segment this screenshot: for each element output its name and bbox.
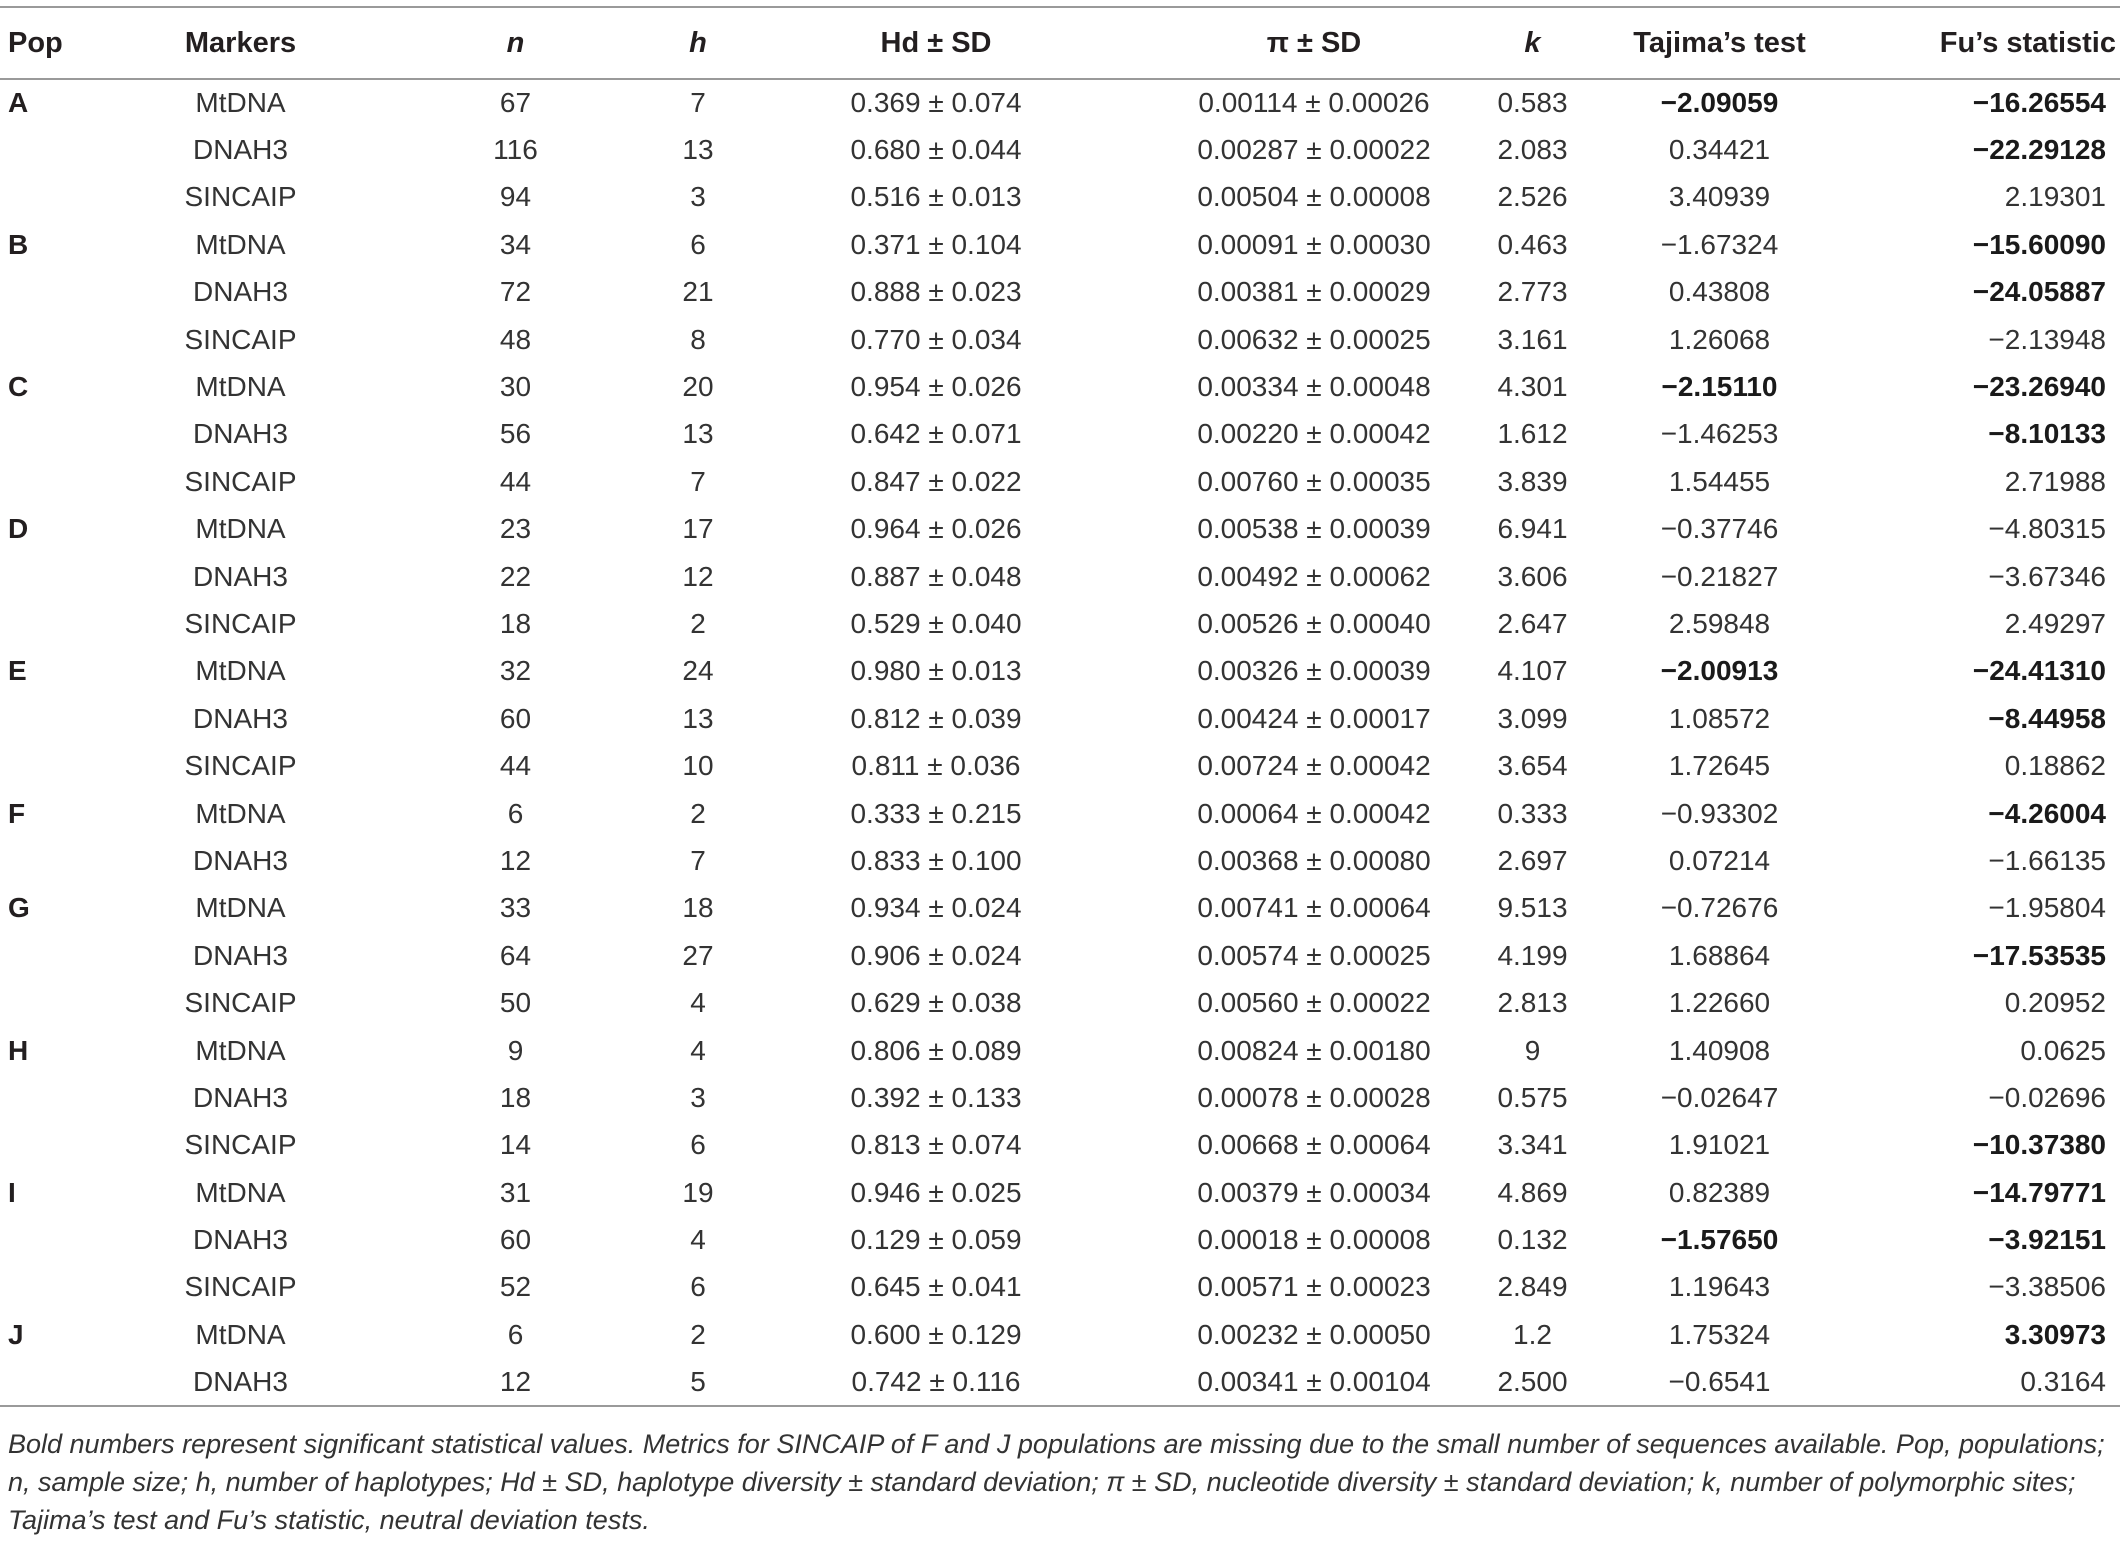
cell-marker: MtDNA [195,228,286,260]
cell-marker: DNAH3 [193,560,288,592]
cell-tajima: −1.46253 [1660,418,1779,450]
cell-fu: −3.38506 [1988,1271,2106,1303]
cell-hd: 0.813 ± 0.074 [850,1129,1022,1161]
cell-fu: −23.26940 [1972,371,2106,403]
cell-h: 8 [690,323,706,355]
cell-pi: 0.00560 ± 0.00022 [1197,987,1431,1019]
cell-pi: 0.00760 ± 0.00035 [1197,465,1431,497]
cell-h: 19 [682,1176,714,1208]
cell-fu: −24.41310 [1972,655,2106,687]
cell-hd: 0.369 ± 0.074 [850,87,1022,119]
cell-marker: MtDNA [195,371,286,403]
table-row [0,600,2120,647]
cell-tajima: −2.09059 [1660,87,1779,119]
cell-pi: 0.00526 ± 0.00040 [1197,607,1431,639]
cell-k: 2.647 [1497,607,1568,639]
cell-k: 3.839 [1497,465,1568,497]
cell-hd: 0.629 ± 0.038 [850,987,1022,1019]
cell-hd: 0.742 ± 0.116 [728,1359,1144,1406]
cell-h: 24 [682,655,714,687]
cell-marker: DNAH3 [193,702,288,734]
cell-n: 44 [499,750,532,782]
cell-k: 3.341 [1497,1129,1568,1161]
cell-tajima: −1.67324 [1660,228,1779,260]
cell-n: 18 [499,1081,532,1113]
cell-n: 32 [499,655,532,687]
cell-pop [0,316,118,363]
cell-pi: 0.00114 ± 0.00026 [1198,87,1430,119]
cell-fu: 0.3164 [1858,1359,2120,1406]
cell-marker: DNAH3 [193,276,288,308]
cell-pi: 0.00381 ± 0.00029 [1197,276,1431,308]
cell-pop: J [8,1318,24,1350]
cell-hd: 0.806 ± 0.089 [850,1034,1022,1066]
cell-tajima: 1.08572 [1668,702,1771,734]
cell-hd: 0.954 ± 0.026 [850,371,1022,403]
cell-pi: 0.00287 ± 0.00022 [1197,134,1431,166]
cell-pi: 0.00741 ± 0.00064 [1197,892,1431,924]
cell-pop [0,411,118,458]
table-row [0,1216,2120,1263]
cell-pop [0,1359,118,1406]
cell-hd: 0.770 ± 0.034 [850,323,1022,355]
cell-k: 1.612 [1497,418,1568,450]
cell-marker: MtDNA [195,655,286,687]
cell-pop [0,1216,118,1263]
cell-k: 4.199 [1497,939,1568,971]
cell-k: 2.083 [1497,134,1568,166]
cell-marker: MtDNA [195,892,286,924]
cell-tajima: 1.68864 [1668,939,1771,971]
cell-tajima: 0.43808 [1668,276,1771,308]
cell-h: 2 [690,797,706,829]
table-row [0,742,2120,789]
cell-n: 33 [499,892,532,924]
cell-pop [0,742,118,789]
cell-h: 18 [682,892,714,924]
cell-pop [0,174,118,221]
cell-hd: 0.888 ± 0.023 [850,276,1022,308]
cell-pi: 0.00504 ± 0.00008 [1197,181,1431,213]
cell-n: 94 [499,181,532,213]
cell-tajima: −0.21827 [1660,560,1779,592]
cell-tajima: −2.15110 [1661,371,1778,403]
cell-h: 2 [690,607,706,639]
cell-tajima: 0.34421 [1668,134,1771,166]
table-row [0,458,2120,505]
cell-k: 0.463 [1497,228,1568,260]
cell-fu: −17.53535 [1972,939,2106,971]
cell-pi: 0.00632 ± 0.00025 [1197,323,1431,355]
cell-pop [0,932,118,979]
cell-hd: 0.980 ± 0.013 [850,655,1022,687]
cell-tajima: 1.22660 [1668,987,1771,1019]
cell-k: 9 [1524,1034,1541,1066]
cell-n: 12 [499,844,532,876]
cell-fu: −10.37380 [1972,1129,2106,1161]
cell-marker: SINCAIP [184,750,297,782]
cell-k: 3.099 [1497,702,1568,734]
cell-tajima: 1.40908 [1668,1034,1771,1066]
cell-n: 23 [499,513,532,545]
cell-fu: −16.26554 [1972,87,2106,119]
cell-hd: 0.333 ± 0.215 [850,797,1022,829]
cell-h: 27 [682,939,714,971]
cell-hd: 0.811 ± 0.036 [851,750,1021,782]
cell-k: 0.583 [1497,87,1568,119]
cell-pi: 0.00724 ± 0.00042 [1197,750,1431,782]
cell-k: 3.161 [1497,323,1568,355]
cell-tajima: 2.59848 [1668,607,1771,639]
cell-pi: 0.00824 ± 0.00180 [1197,1034,1431,1066]
cell-tajima: −0.02647 [1660,1081,1779,1113]
cell-h: 4 [690,1224,706,1256]
cell-fu: −24.05887 [1972,276,2106,308]
cell-pi: 0.00574 ± 0.00025 [1197,939,1431,971]
cell-hd: 0.812 ± 0.039 [850,702,1022,734]
cell-fu: −4.26004 [1988,797,2106,829]
table-footnote: Bold numbers represent significant statistical values. Metrics for SINCAIP of F and J populations are missing due to the small number of sequences available. Pop, populations; n, sample size; h, number of haplotypes; Hd ± SD, haplotype diversity ± standard deviation; π ± SD, nucleotide diversity ± standard deviation; k, number of polymorphic sites; Tajima’s test and Fu’s statistic, neutral deviation tests. [8,1429,2105,1535]
header-h: h [668,7,728,79]
cell-hd: 0.964 ± 0.026 [850,513,1022,545]
cell-fu: −1.95804 [1988,892,2106,924]
cell-hd: 0.680 ± 0.044 [850,134,1022,166]
cell-k: 3.606 [1497,560,1568,592]
table-row [0,316,2120,363]
table-row [0,553,2120,600]
table-row [0,695,2120,742]
cell-n: 67 [499,87,532,119]
cell-n: 30 [499,371,532,403]
cell-pop [0,269,118,316]
cell-marker: SINCAIP [184,465,297,497]
cell-marker: MtDNA [195,1034,286,1066]
cell-marker: MtDNA [195,797,286,829]
cell-k: 4.107 [1497,655,1568,687]
cell-pop [0,979,118,1026]
cell-pi: 0.00334 ± 0.00048 [1197,371,1431,403]
cell-h: 6 [690,1271,706,1303]
cell-fu: 0.20952 [2004,987,2106,1019]
cell-hd: 0.847 ± 0.022 [850,465,1022,497]
header-k: k [1484,7,1581,79]
table-row [0,363,2120,410]
cell-tajima: 0.82389 [1668,1176,1771,1208]
cell-pop: B [8,228,29,260]
table-row [0,1311,2120,1358]
cell-marker: DNAH3 [193,939,288,971]
cell-n: 64 [499,939,532,971]
header-pi: π ± SD [1144,7,1484,79]
cell-fu: 2.49297 [2004,607,2106,639]
cell-h: 12 [682,560,714,592]
cell-pop: A [8,87,29,119]
table-row [0,1169,2120,1216]
cell-k: 2.526 [1497,181,1568,213]
cell-n: 6 [507,797,524,829]
cell-hd: 0.129 ± 0.059 [850,1224,1022,1256]
cell-n: 60 [499,1224,532,1256]
cell-pi: 0.00424 ± 0.00017 [1197,702,1431,734]
cell-k: 9.513 [1497,892,1568,924]
cell-pop [0,553,118,600]
cell-tajima: 1.75324 [1668,1318,1771,1350]
cell-marker: DNAH3 [193,418,288,450]
cell-n: 48 [499,323,532,355]
cell-pi: 0.00668 ± 0.00064 [1197,1129,1431,1161]
cell-tajima: −2.00913 [1660,655,1779,687]
cell-hd: 0.600 ± 0.129 [850,1318,1022,1350]
cell-hd: 0.642 ± 0.071 [850,418,1022,450]
cell-marker: MtDNA [195,1176,286,1208]
cell-hd: 0.946 ± 0.025 [850,1176,1022,1208]
cell-h: 3 [690,1081,706,1113]
cell-pop [0,126,118,173]
cell-pi: 0.00538 ± 0.00039 [1197,513,1431,545]
cell-h: 2 [690,1318,706,1350]
cell-n: 116 [493,134,538,166]
cell-fu: 2.19301 [2004,181,2106,213]
table-row [0,837,2120,884]
cell-tajima: 1.26068 [1668,323,1771,355]
cell-k: 2.773 [1497,276,1568,308]
cell-hd: 0.516 ± 0.013 [850,181,1022,213]
cell-pop: D [8,513,29,545]
cell-n: 9 [507,1034,524,1066]
cell-n: 34 [499,228,532,260]
cell-tajima: 1.54455 [1668,465,1771,497]
header-hd: Hd ± SD [728,7,1144,79]
cell-marker: MtDNA [195,513,286,545]
cell-fu: 3.30973 [2004,1318,2106,1350]
cell-h: 3 [690,181,706,213]
cell-tajima: 1.72645 [1668,750,1771,782]
cell-k: 2.500 [1484,1359,1581,1406]
cell-fu: −0.02696 [1988,1081,2106,1113]
cell-marker: SINCAIP [184,987,297,1019]
cell-h: 13 [682,134,714,166]
cell-pop: G [8,892,30,924]
cell-tajima: −0.93302 [1660,797,1779,829]
cell-h: 20 [682,371,714,403]
cell-hd: 0.392 ± 0.133 [850,1081,1022,1113]
cell-pop [0,1264,118,1311]
cell-pi: 0.00232 ± 0.00050 [1197,1318,1431,1350]
header-row [0,7,2120,79]
cell-hd: 0.833 ± 0.100 [850,844,1022,876]
cell-h: 6 [690,228,706,260]
cell-h: 7 [690,465,706,497]
cell-k: 3.654 [1497,750,1568,782]
cell-n: 60 [499,702,532,734]
cell-fu: −8.10133 [1988,418,2106,450]
cell-fu: 0.18862 [2004,750,2106,782]
cell-k: 0.575 [1497,1081,1568,1113]
cell-fu: −14.79771 [1972,1176,2106,1208]
cell-pop [0,458,118,505]
table-row [0,174,2120,221]
cell-pop: I [8,1176,16,1208]
table-row [0,885,2120,932]
cell-k: 1.2 [1513,1318,1552,1350]
table-row [0,221,2120,268]
cell-n: 6 [507,1318,524,1350]
cell-n: 72 [499,276,532,308]
table-row [0,1027,2120,1074]
header-pop: Pop [0,7,118,79]
cell-fu: 2.71988 [2004,465,2106,497]
table-row [0,790,2120,837]
cell-tajima: −0.72676 [1660,892,1779,924]
cell-hd: 0.887 ± 0.048 [850,560,1022,592]
cell-k: 2.697 [1497,844,1568,876]
cell-fu: −15.60090 [1972,228,2106,260]
table-row [0,269,2120,316]
cell-marker: DNAH3 [118,1359,363,1406]
table-row [0,79,2120,126]
table-row [0,932,2120,979]
cell-n: 18 [499,607,532,639]
cell-pi: 0.00078 ± 0.00028 [1197,1081,1431,1113]
cell-pop: H [8,1034,29,1066]
table-body [0,79,2120,1406]
cell-pi: 0.00091 ± 0.00030 [1197,228,1431,260]
table-container [0,6,2120,1407]
cell-fu: −3.67346 [1988,560,2106,592]
cell-tajima: 3.40939 [1668,181,1771,213]
cell-pop: C [8,371,29,403]
cell-pop [0,1074,118,1121]
cell-marker: DNAH3 [193,1224,288,1256]
table-row [0,1264,2120,1311]
cell-k: 0.333 [1497,797,1568,829]
table-row [0,1074,2120,1121]
diversity-table [0,6,2120,1407]
cell-marker: DNAH3 [193,134,288,166]
cell-pi: 0.00341 ± 0.00104 [1144,1359,1484,1406]
cell-fu: −8.44958 [1988,702,2106,734]
cell-pi: 0.00064 ± 0.00042 [1197,797,1431,829]
cell-marker: DNAH3 [193,844,288,876]
table-row [0,1359,2120,1406]
cell-tajima: 1.19643 [1668,1271,1771,1303]
cell-h: 7 [690,844,706,876]
cell-k: 4.301 [1497,371,1568,403]
cell-h: 13 [682,702,714,734]
cell-pi: 0.00571 ± 0.00023 [1197,1271,1431,1303]
cell-fu: −22.29128 [1972,134,2106,166]
cell-marker: SINCAIP [184,607,297,639]
cell-n: 56 [499,418,532,450]
header-n: n [363,7,668,79]
cell-pop [0,695,118,742]
cell-fu: −1.66135 [1988,844,2106,876]
cell-pop: F [8,797,26,829]
cell-h: 6 [690,1129,706,1161]
cell-pop [0,1122,118,1169]
cell-marker: SINCAIP [184,323,297,355]
table-row [0,411,2120,458]
table-row [0,1122,2120,1169]
cell-pi: 0.00018 ± 0.00008 [1197,1224,1431,1256]
cell-marker: MtDNA [195,87,286,119]
cell-pi: 0.00326 ± 0.00039 [1197,655,1431,687]
cell-pop [0,600,118,647]
header-tajima: Tajima’s test [1581,7,1858,79]
cell-pi: 0.00220 ± 0.00042 [1197,418,1431,450]
cell-k: 6.941 [1497,513,1568,545]
cell-hd: 0.906 ± 0.024 [850,939,1022,971]
cell-pi: 0.00368 ± 0.00080 [1197,844,1431,876]
cell-h: 5 [668,1359,728,1406]
cell-h: 4 [690,987,706,1019]
cell-n: 22 [499,560,532,592]
cell-pop: E [8,655,27,687]
cell-n: 31 [499,1176,532,1208]
cell-hd: 0.645 ± 0.041 [850,1271,1022,1303]
cell-k: 2.849 [1497,1271,1568,1303]
cell-h: 21 [682,276,714,308]
header-fu: Fu’s statistic [1858,7,2120,79]
table-row [0,648,2120,695]
cell-h: 10 [682,750,714,782]
cell-pi: 0.00379 ± 0.00034 [1197,1176,1431,1208]
cell-hd: 0.934 ± 0.024 [850,892,1022,924]
table-row [0,506,2120,553]
cell-k: 0.132 [1497,1224,1568,1256]
cell-h: 17 [682,513,714,545]
cell-hd: 0.371 ± 0.104 [850,228,1022,260]
cell-marker: SINCAIP [184,1271,297,1303]
cell-fu: −3.92151 [1988,1224,2106,1256]
table-row [0,979,2120,1026]
cell-tajima: −0.37746 [1660,513,1779,545]
cell-h: 4 [690,1034,706,1066]
cell-n: 12 [363,1359,668,1406]
cell-marker: DNAH3 [193,1081,288,1113]
cell-h: 7 [690,87,706,119]
cell-k: 4.869 [1497,1176,1568,1208]
cell-pi: 0.00492 ± 0.00062 [1197,560,1431,592]
cell-marker: MtDNA [195,1318,286,1350]
cell-marker: SINCAIP [184,1129,297,1161]
cell-h: 13 [682,418,714,450]
cell-tajima: 0.07214 [1668,844,1771,876]
cell-fu: −4.80315 [1988,513,2106,545]
cell-hd: 0.529 ± 0.040 [850,607,1022,639]
cell-tajima: −1.57650 [1660,1224,1779,1256]
cell-n: 52 [499,1271,532,1303]
cell-tajima: −0.6541 [1581,1359,1858,1406]
cell-k: 2.813 [1497,987,1568,1019]
cell-fu: −2.13948 [1988,323,2106,355]
cell-tajima: 1.91021 [1668,1129,1771,1161]
table-row [0,126,2120,173]
cell-n: 44 [499,465,532,497]
cell-fu: 0.0625 [2020,1034,2106,1066]
cell-marker: SINCAIP [184,181,297,213]
header-markers: Markers [118,7,363,79]
cell-pop [0,837,118,884]
cell-n: 50 [499,987,532,1019]
cell-n: 14 [499,1129,532,1161]
